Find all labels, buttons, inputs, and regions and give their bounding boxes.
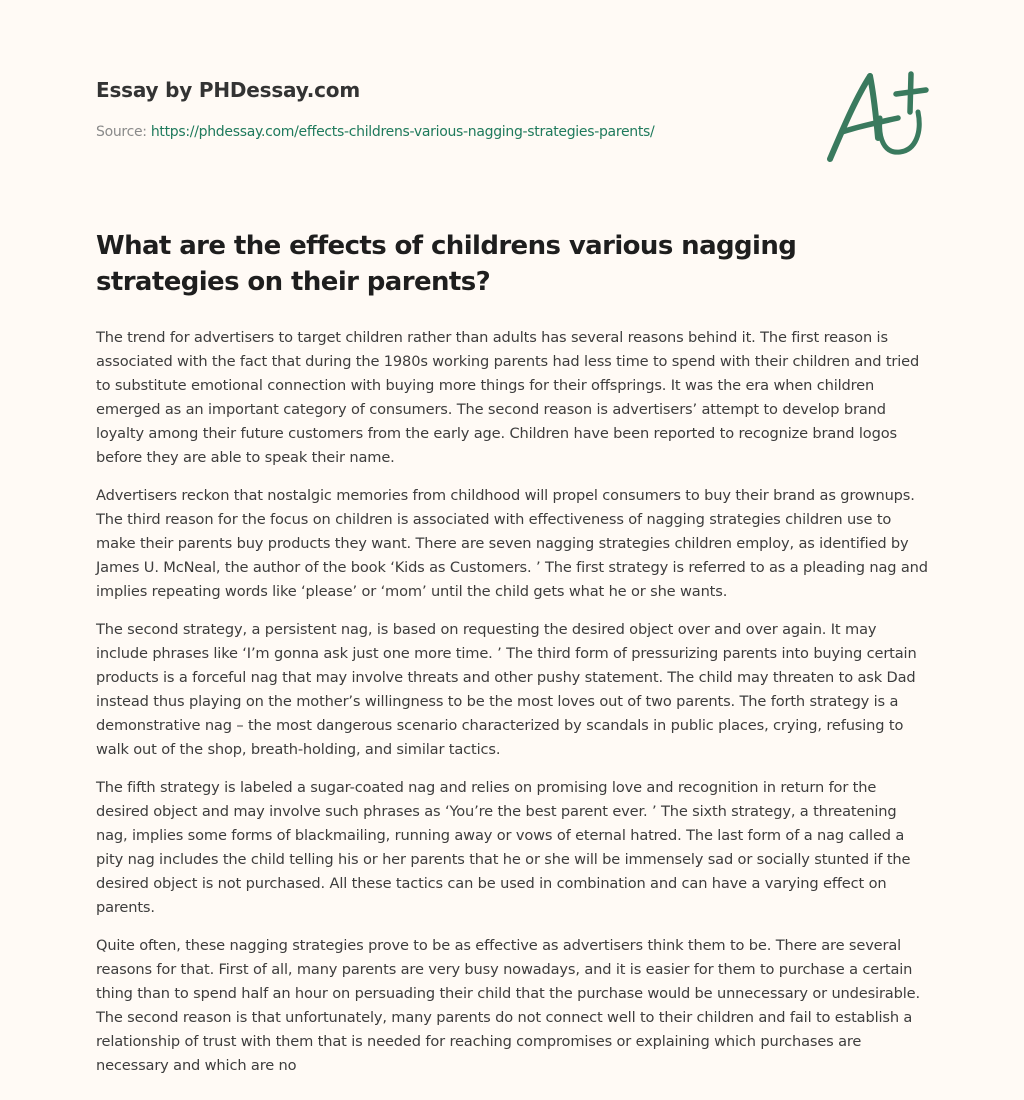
essay-paragraph: The fifth strategy is labeled a sugar-coated nag and relies on promising love and recognition in return for the desired object and may involve such phrases as ‘You’re the best parent ever. ’ The sixth strategy, a threatening nag, implies some forms of blackmailing, running away or vows of eternal hatred. The last form of a nag called a pity nag includes the child telling his or her parents that he or she will be immensely sad or socially stunted if the desired object is not purchased. All these tactics can be used in combination and can have a varying effect on parents. bbox=[96, 779, 911, 916]
source-label: Source: bbox=[96, 124, 147, 140]
essay-body bbox=[96, 326, 932, 1092]
essay-paragraph: The trend for advertisers to target children rather than adults has several reasons behind it. The first reason is associated with the fact that during the 1980s working parents had less time to spend with their children and tried to substitute emotional connection with buying more things for their offsprings. It was the era when children emerged as an important category of consumers. The second reason is advertisers’ attempt to develop brand loyalty among their future customers from the early age. Children have been reported to recognize brand logos before they are able to speak their name. bbox=[96, 329, 920, 466]
site-title: Essay by PHDessay.com bbox=[96, 78, 360, 102]
page-header bbox=[96, 76, 796, 142]
essay-paragraph: Advertisers reckon that nostalgic memories from childhood will propel consumers to buy their brand as grownups. The third reason for the focus on children is associated with effectiveness of nagging strategies children use to make their parents buy products they want. There are seven nagging strategies children employ, as identified by James U. McNeal, the author of the book ‘Kids as Customers. ’ The first strategy is referred to as a pleading nag and implies repeating words like ‘please’ or ‘mom’ until the child gets what he or she wants. bbox=[96, 487, 928, 600]
source-link[interactable]: https://phdessay.com/effects-childrens-various-nagging-strategies-parents/ bbox=[150, 124, 655, 140]
essay-paragraph: Quite often, these nagging strategies prove to be as effective as advertisers think them to be. There are several reasons for that. First of all, many parents are very busy nowadays, and it is easier for them to purchase a certain thing than to spend half an hour on persuading their child that the purchase would be unnecessary or undesirable. The second reason is that unfortunately, many parents do not connect well to their children and fail to establish a relationship of trust with them that is needed for reaching compromises or explaining which purchases are necessary and which are no bbox=[96, 937, 920, 1074]
source-line bbox=[96, 122, 796, 142]
essay-paragraph: The second strategy, a persistent nag, is based on requesting the desired object over and over again. It may include phrases like ‘I’m gonna ask just one more time. ’ The third form of pressurizing parents into buying certain products is a forceful nag that may involve threats and other pushy statement. The child may threaten to ask Dad instead thus playing on the mother’s willingness to be the most loves out of two parents. The forth strategy is a demonstrative nag – the most dangerous scenario characterized by scandals in public places, crying, refusing to walk out of the shop, breath-holding, and similar tactics. bbox=[96, 621, 917, 758]
a-plus-grade-icon bbox=[822, 66, 932, 166]
essay-title: What are the effects of childrens various nagging strategies on their parents? bbox=[96, 231, 797, 297]
